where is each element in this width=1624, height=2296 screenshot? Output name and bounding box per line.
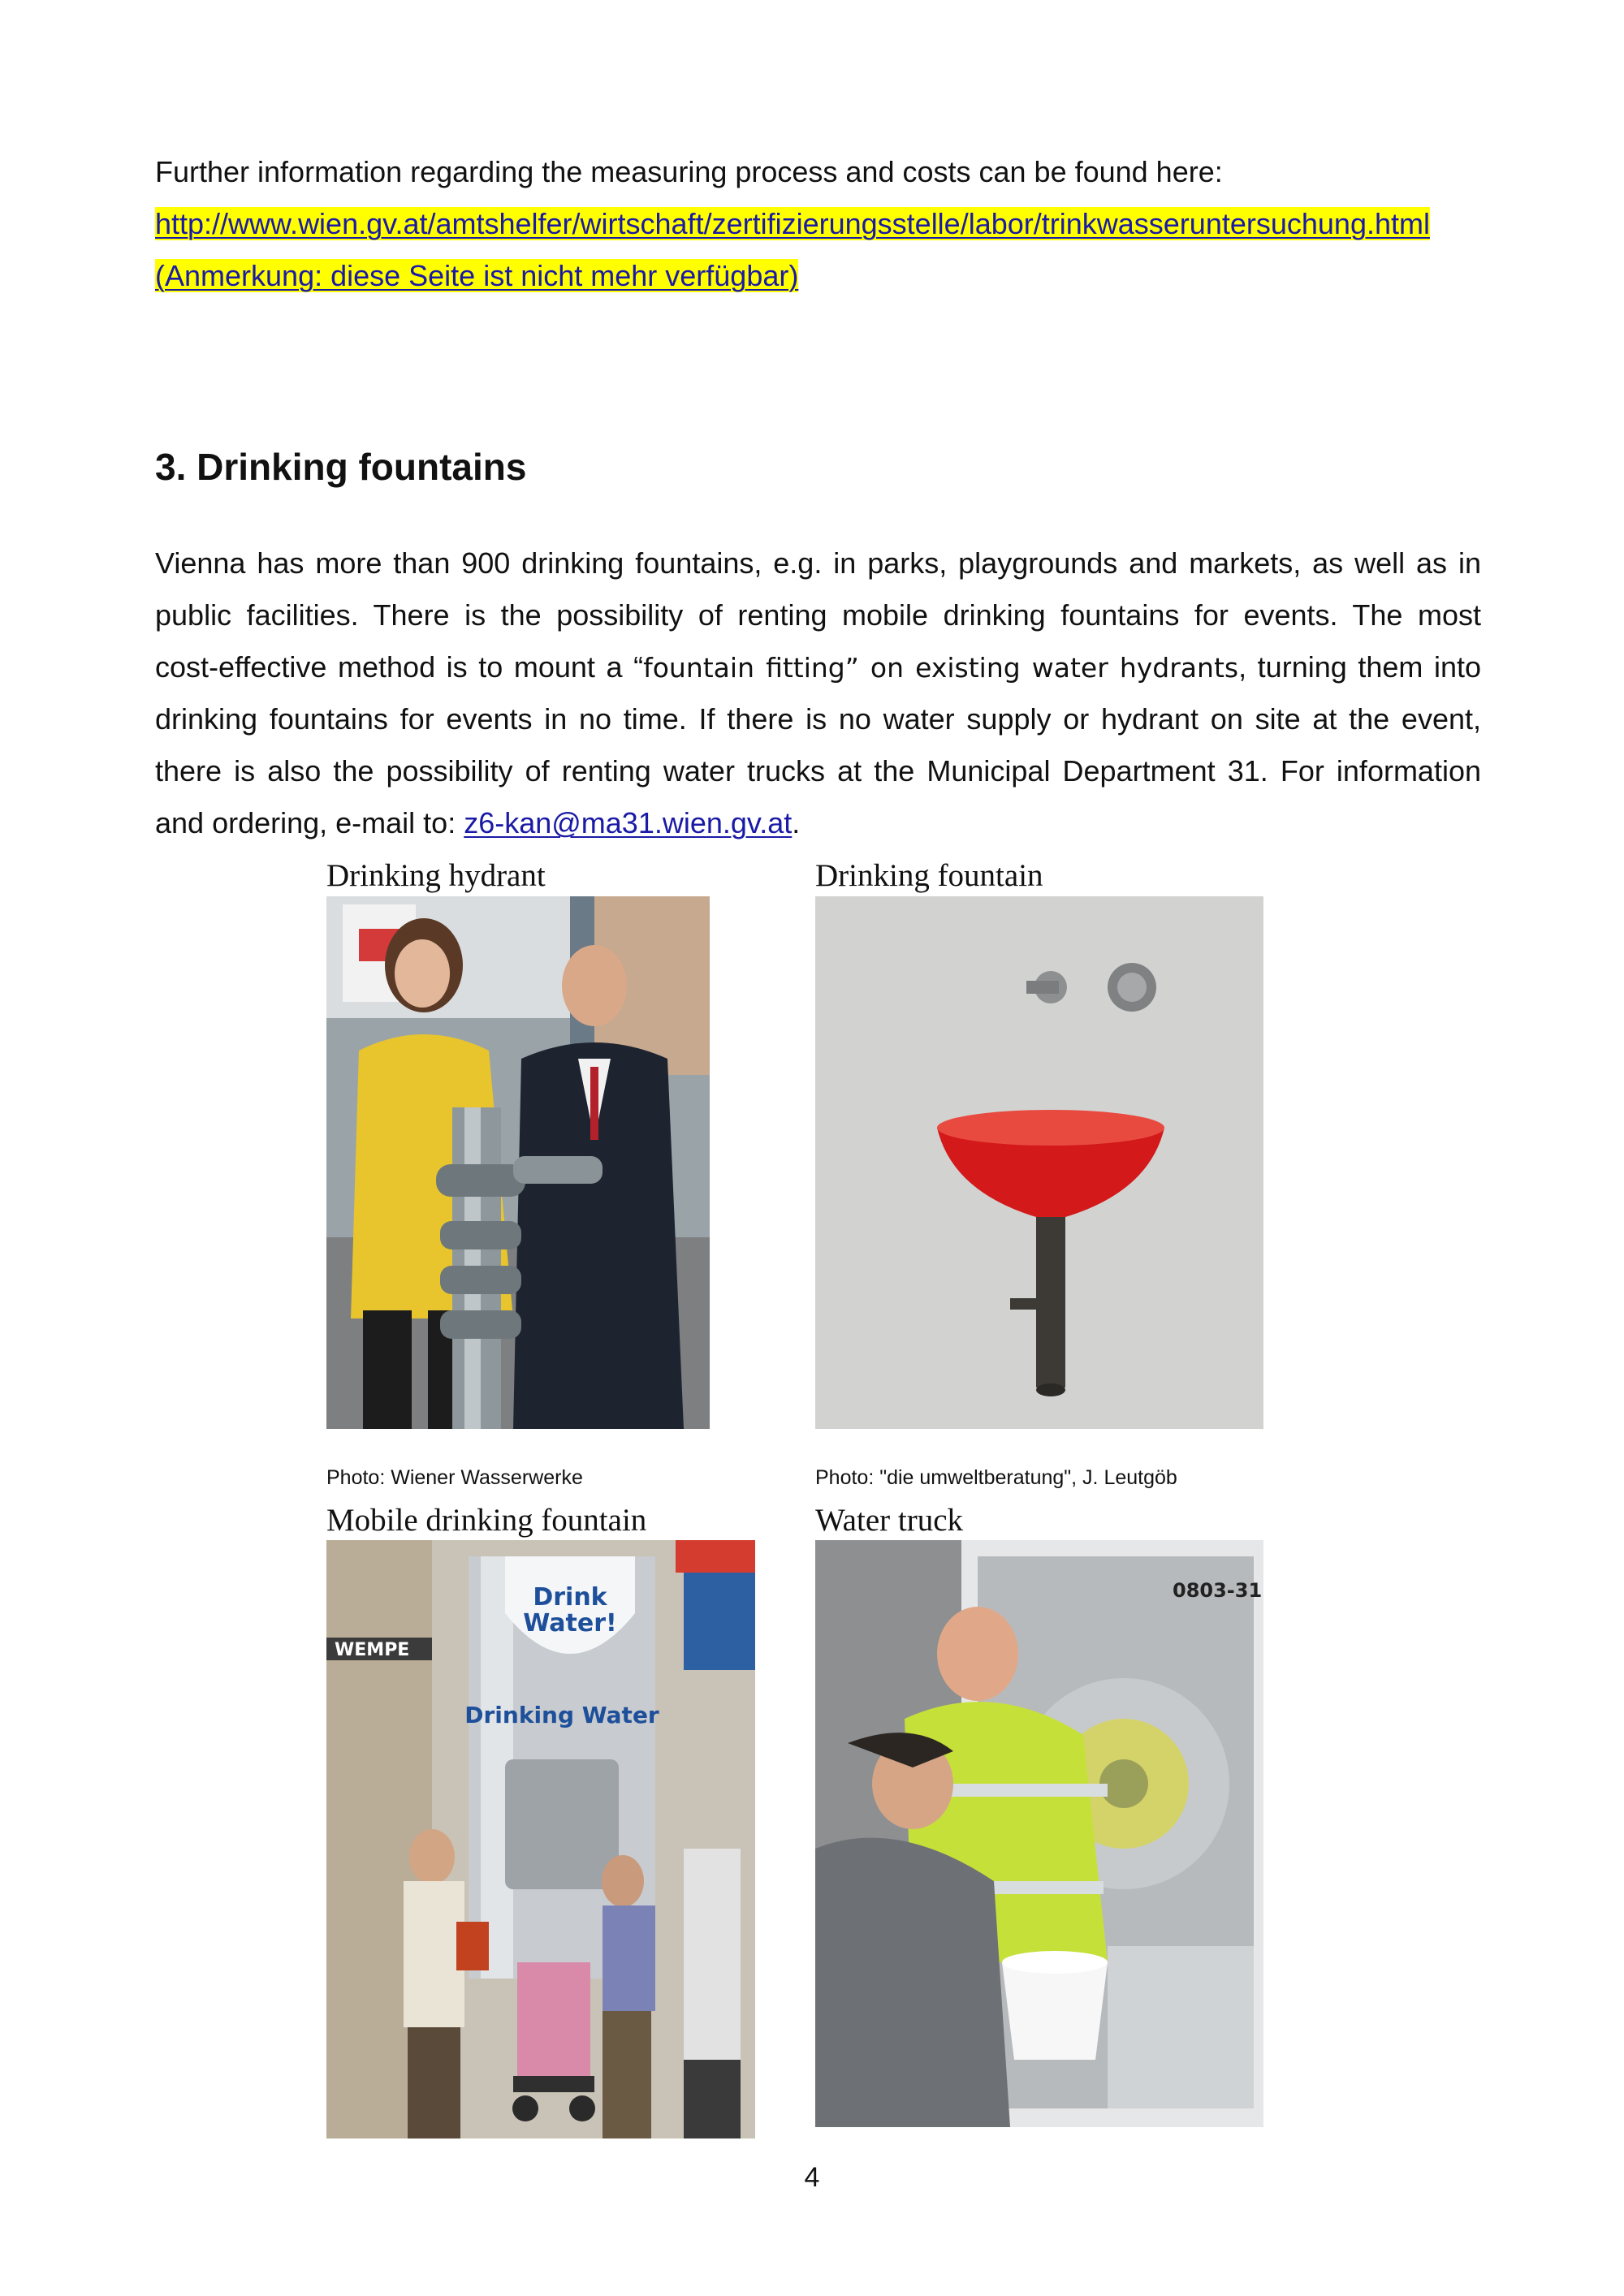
section-heading: 3. Drinking fountains — [155, 446, 527, 488]
intro-url-line — [155, 206, 1481, 242]
page-number: 4 — [804, 2162, 820, 2193]
truck-plate-text: 0803-31 — [1173, 1579, 1263, 1602]
body-line-6-a: and ordering, e-mail to: — [155, 806, 464, 839]
photo-drinking-fountain — [815, 896, 1263, 1429]
shop-sign-text: WEMPE — [335, 1640, 410, 1660]
dead-link-note[interactable]: (Anmerkung: diese Seite ist nicht mehr verfügbar) — [155, 259, 799, 292]
body-line-1: Vienna has more than 900 drinking fountains, e.g. in parks, playgrounds and markets, as well as in — [155, 546, 1481, 580]
caption-mobile-drinking-fountain: Mobile drinking fountain — [326, 1503, 647, 1538]
sign-water-text: Water! — [523, 1609, 617, 1638]
body-line-6-b: . — [792, 806, 801, 839]
intro-note-line — [155, 258, 1481, 294]
caption-water-truck: Water truck — [815, 1503, 964, 1538]
body-line-5: there is also the possibility of renting water trucks at the Municipal Department 31. For information — [155, 754, 1481, 788]
intro-text: Further information regarding the measuring process and costs can be found here: — [155, 155, 1223, 188]
photo-water-truck — [815, 1540, 1263, 2127]
body-line-4: drinking fountains for events in no time. If there is no water supply or hydrant on site at the event, — [155, 702, 1481, 736]
credit-drinking-hydrant: Photo: Wiener Wasserwerke — [326, 1466, 583, 1489]
body-line-3-c: , turning them into — [1238, 650, 1481, 684]
photo-drinking-hydrant — [326, 896, 710, 1429]
sign-band-text: Drinking Water — [464, 1702, 659, 1728]
dead-link-url[interactable]: http://www.wien.gv.at/amtshelfer/wirtschaft/zertifizierungsstelle/labor/trinkwasseruntersuchung.html — [155, 207, 1430, 240]
email-link[interactable]: z6-kan@ma31.wien.gv.at — [464, 806, 793, 839]
photo-mobile-drinking-fountain — [326, 1540, 755, 2138]
fountain-fitting-phrase: fountain fitting” on existing water hydrants — [643, 652, 1239, 684]
body-line-2: public facilities. There is the possibility of renting mobile drinking fountains for events. The most — [155, 598, 1481, 632]
body-line-6 — [155, 805, 1481, 841]
caption-drinking-fountain: Drinking fountain — [815, 858, 1043, 893]
credit-drinking-fountain: Photo: "die umweltberatung", J. Leutgöb — [815, 1466, 1177, 1489]
body-line-3-a: cost-effective method is to mount a “ — [155, 650, 644, 684]
sign-drink-text: Drink — [533, 1583, 607, 1612]
body-line-3 — [155, 650, 1481, 686]
caption-drinking-hydrant: Drinking hydrant — [326, 858, 546, 893]
